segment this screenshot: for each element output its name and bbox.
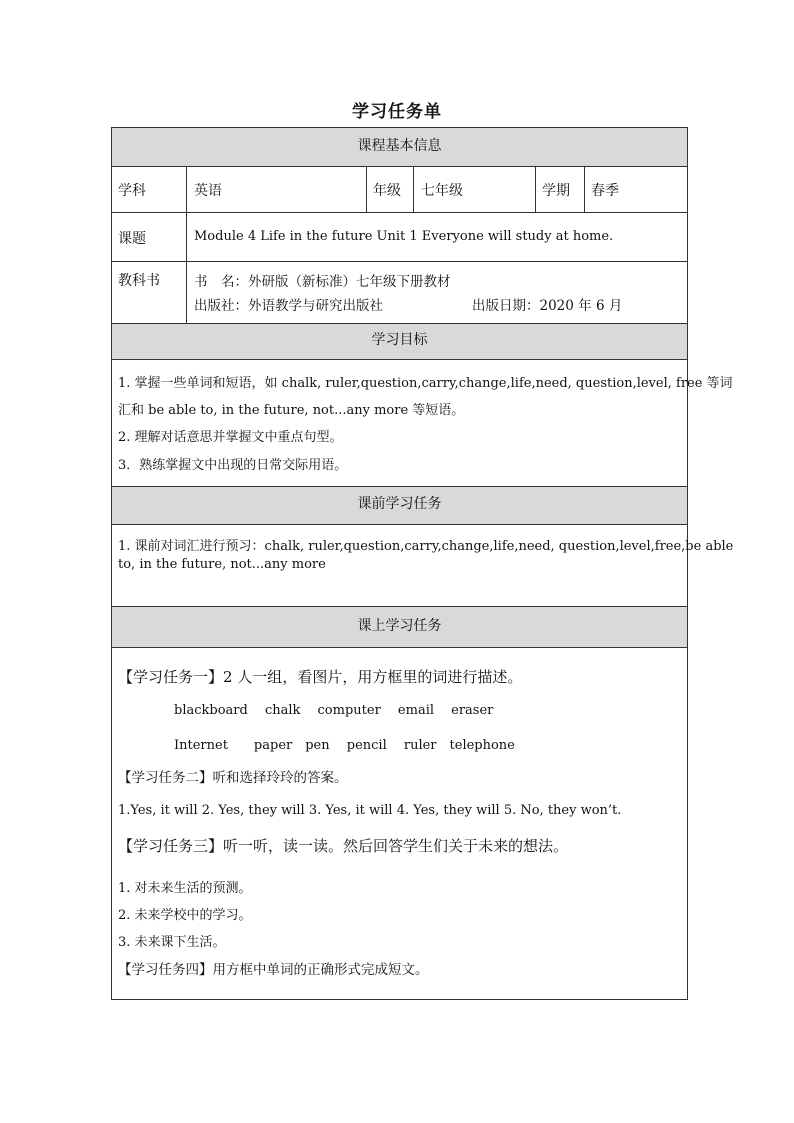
rule bbox=[111, 647, 688, 648]
rule bbox=[111, 524, 688, 525]
subject-label: 学科 bbox=[118, 183, 146, 199]
pre-class-header: 课前学习任务 bbox=[357, 496, 442, 512]
rule bbox=[111, 323, 688, 324]
book-name-line: 书 名：外研版（新标准）七年级下册教材 bbox=[194, 274, 451, 290]
task-four: 【学习任务四】用方框中单词的正确形式完成短文。 bbox=[118, 962, 429, 978]
list-item: 3. 未来课下生活。 bbox=[118, 935, 226, 950]
pre-class-line: to, in the future, not...any more bbox=[118, 557, 326, 572]
topic-value: Module 4 Life in the future Unit 1 Everyone will study at home. bbox=[194, 229, 614, 244]
page-title: 学习任务单 bbox=[352, 102, 442, 122]
task-one: 【学习任务一】2 人一组，看图片，用方框里的词进行描述。 bbox=[118, 668, 523, 686]
list-item: 1. 对未来生活的预测。 bbox=[118, 881, 252, 896]
objective-line: 1. 掌握一些单词和短语，如 chalk, ruler,question,carry,change,life,need, question,level, free 等词 bbox=[118, 376, 733, 391]
col-divider bbox=[186, 166, 187, 323]
col-divider bbox=[413, 166, 414, 212]
rule bbox=[111, 359, 688, 360]
publish-date-line: 出版日期：2020 年 6 月 bbox=[472, 298, 623, 314]
grade-label: 年级 bbox=[373, 183, 401, 199]
pre-class-line: 1. 课前对词汇进行预习：chalk, ruler,question,carry,change,life,need, question,level,free,be able bbox=[118, 539, 734, 554]
col-divider bbox=[366, 166, 367, 212]
grade-value: 七年级 bbox=[421, 183, 463, 199]
term-value: 春季 bbox=[591, 183, 619, 199]
list-item: 2. 未来学校中的学习。 bbox=[118, 908, 252, 923]
rule bbox=[111, 166, 688, 167]
task-three: 【学习任务三】听一听，读一读。然后回答学生们关于未来的想法。 bbox=[118, 837, 569, 855]
col-divider bbox=[584, 166, 585, 212]
basic-info-header: 课程基本信息 bbox=[357, 138, 442, 154]
objective-line: 3．熟练掌握文中出现的日常交际用语。 bbox=[118, 458, 348, 473]
answers-line: 1.Yes, it will 2. Yes, they will 3. Yes, it will 4. Yes, they will 5. No, they won’t. bbox=[118, 803, 622, 818]
rule bbox=[111, 261, 688, 262]
objective-line: 汇和 be able to, in the future, not...any more 等短语。 bbox=[118, 403, 465, 418]
publisher-line: 出版社：外语教学与研究出版社 bbox=[194, 298, 383, 314]
rule bbox=[111, 486, 688, 487]
subject-value: 英语 bbox=[194, 183, 222, 199]
word-box-row: Internet paper pen pencil ruler telephone bbox=[174, 738, 515, 753]
word-box-row: blackboard chalk computer email eraser bbox=[174, 703, 494, 718]
textbook-label: 教科书 bbox=[118, 273, 160, 289]
col-divider bbox=[535, 166, 536, 212]
task-two: 【学习任务二】听和选择玲玲的答案。 bbox=[118, 770, 348, 786]
objective-line: 2. 理解对话意思并掌握文中重点句型。 bbox=[118, 430, 343, 445]
objectives-header: 学习目标 bbox=[371, 332, 428, 348]
rule bbox=[111, 606, 688, 607]
rule bbox=[111, 212, 688, 213]
term-label: 学期 bbox=[542, 183, 570, 199]
in-class-header: 课上学习任务 bbox=[357, 618, 442, 634]
topic-label: 课题 bbox=[118, 231, 146, 247]
